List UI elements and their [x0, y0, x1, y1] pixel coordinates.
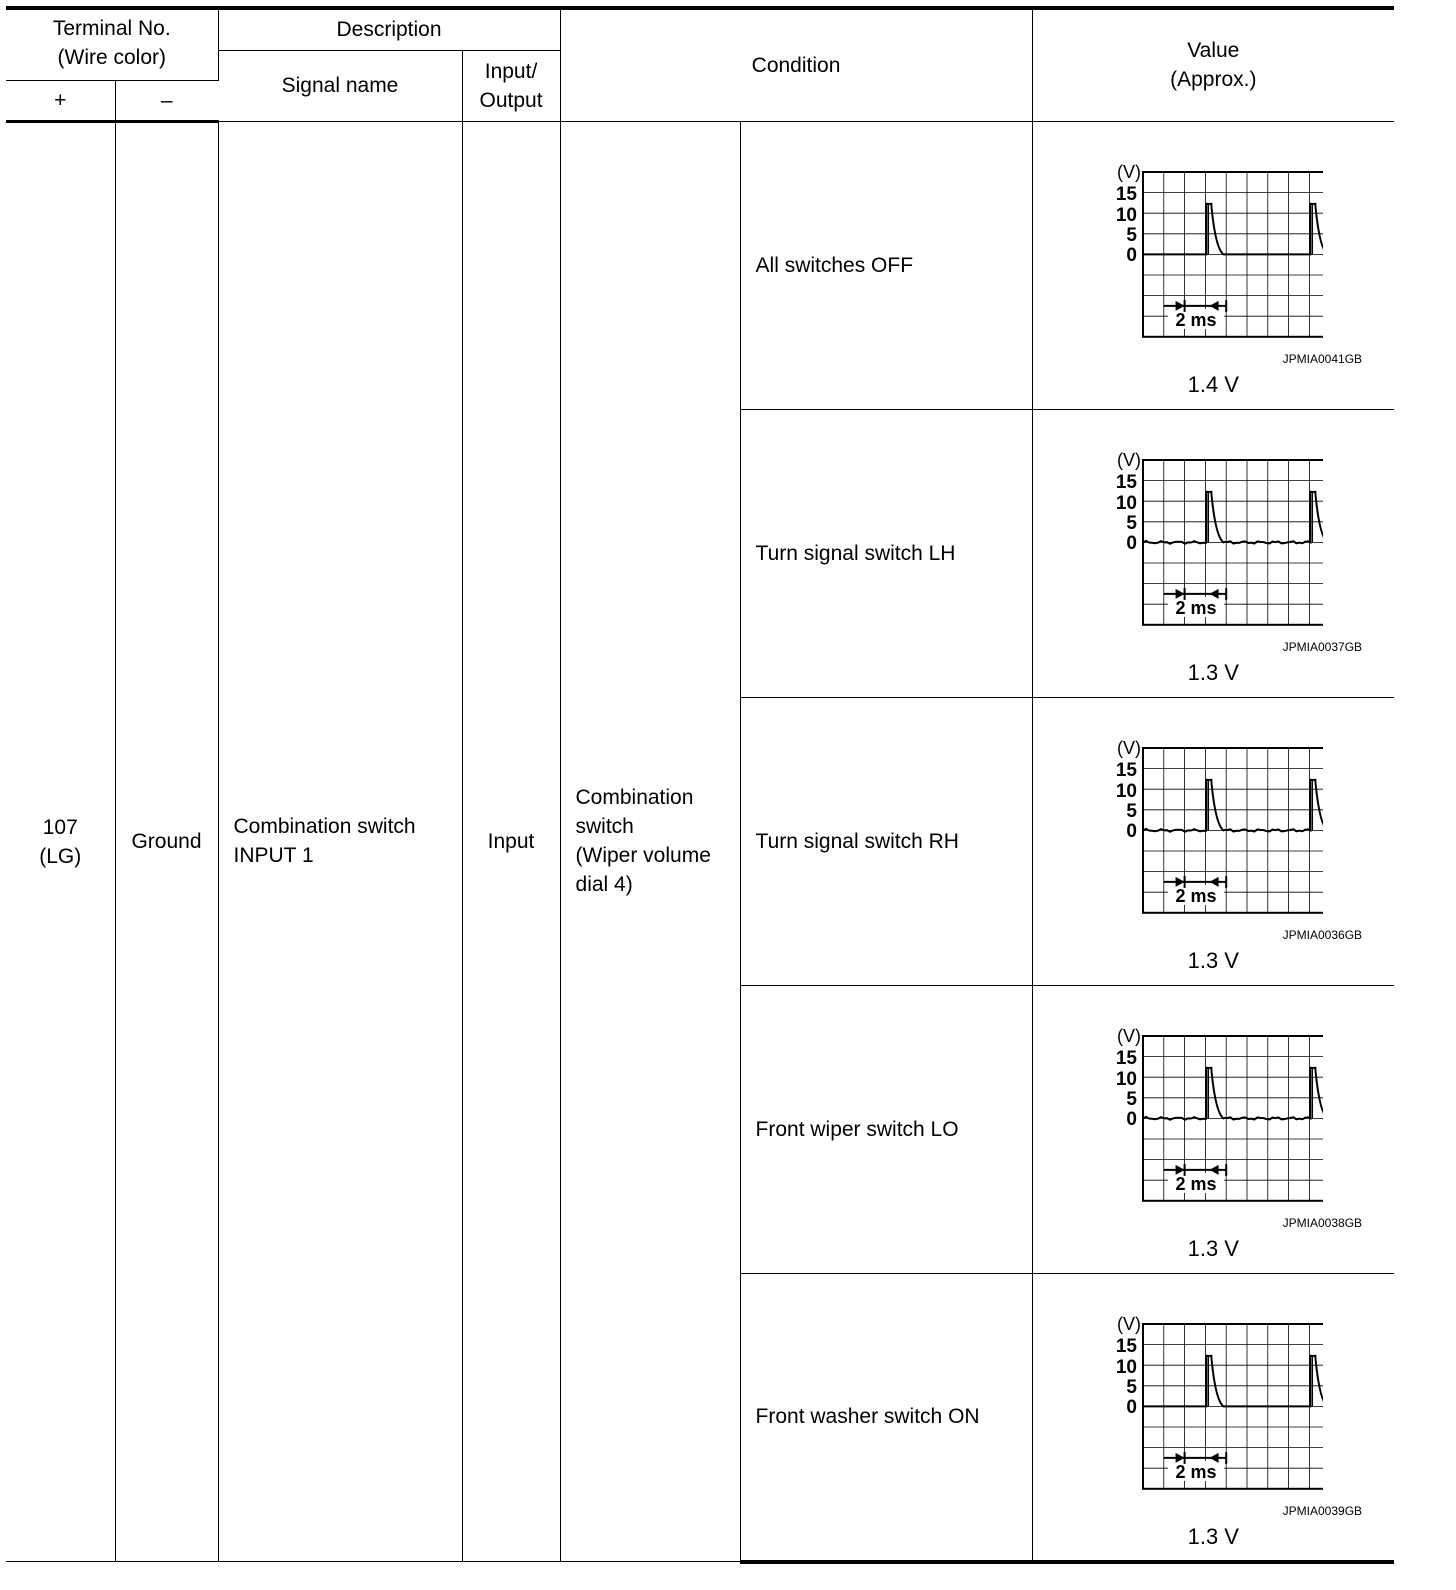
- value-cell: [1032, 121, 1394, 409]
- y-tick-label: 5: [1125, 1088, 1137, 1110]
- waveform-figure: [1033, 698, 1395, 984]
- approx-value: 1.3 V: [1187, 1523, 1239, 1549]
- unit-label: (V): [1116, 161, 1141, 182]
- value-cell: [1032, 1273, 1394, 1562]
- time-scale-label: 2 ms: [1175, 597, 1217, 618]
- y-tick-label: 0: [1125, 244, 1137, 266]
- waveform-graph: [1073, 1024, 1323, 1224]
- figure-code: JPMIA0038GB: [1282, 1215, 1363, 1230]
- approx-value: 1.3 V: [1187, 659, 1239, 685]
- value-cell: [1032, 409, 1394, 697]
- y-tick-label: 0: [1125, 1396, 1137, 1418]
- waveform-graph: [1073, 1312, 1323, 1512]
- y-tick-label: 15: [1115, 183, 1137, 205]
- header-plus: +: [6, 80, 115, 121]
- condition-cell: Turn signal switch RH: [740, 697, 1032, 985]
- unit-label: (V): [1116, 737, 1141, 758]
- y-tick-label: 10: [1115, 1068, 1137, 1090]
- header-signal-name: Signal name: [218, 50, 462, 121]
- waveform-graph: [1073, 736, 1323, 936]
- header-terminal-no-label: Terminal No. (Wire color): [52, 17, 171, 69]
- waveform-graph: [1073, 448, 1323, 648]
- signal-trace: [1143, 491, 1323, 543]
- terminal-minus-cell: Ground: [115, 121, 218, 1562]
- time-scale-label: 2 ms: [1175, 309, 1217, 330]
- signal-trace: [1143, 779, 1323, 831]
- approx-value: 1.3 V: [1187, 1235, 1239, 1261]
- y-tick-label: 10: [1115, 1356, 1137, 1378]
- condition-main-cell: Combination switch (Wiper volume dial 4): [560, 121, 740, 1562]
- value-cell: [1032, 697, 1394, 985]
- time-scale-label: 2 ms: [1175, 885, 1217, 906]
- time-scale-label: 2 ms: [1175, 1173, 1217, 1194]
- header-description: Description: [218, 8, 560, 50]
- y-tick-label: 15: [1115, 1335, 1137, 1357]
- condition-cell: Front wiper switch LO: [740, 985, 1032, 1273]
- signal-name-cell: Combination switch INPUT 1: [218, 121, 462, 1562]
- y-tick-label: 10: [1115, 780, 1137, 802]
- waveform-figure: [1033, 410, 1395, 696]
- header-condition: Condition: [560, 8, 1032, 121]
- terminal-spec-table: [6, 6, 1394, 1564]
- figure-code: JPMIA0039GB: [1282, 1503, 1363, 1518]
- signal-trace: [1143, 203, 1323, 253]
- condition-cell: Turn signal switch LH: [740, 409, 1032, 697]
- header-value: Value (Approx.): [1032, 8, 1394, 121]
- value-cell: [1032, 985, 1394, 1273]
- signal-trace: [1143, 1355, 1323, 1405]
- waveform-figure: [1033, 986, 1395, 1272]
- terminal-plus-cell: 107 (LG): [6, 121, 115, 1562]
- y-tick-label: 0: [1125, 1108, 1137, 1130]
- condition-cell: Front washer switch ON: [740, 1273, 1032, 1562]
- unit-label: (V): [1116, 1313, 1141, 1334]
- y-tick-label: 0: [1125, 820, 1137, 842]
- y-tick-label: 5: [1125, 224, 1137, 246]
- figure-code: JPMIA0041GB: [1282, 351, 1363, 366]
- y-tick-label: 0: [1125, 532, 1137, 554]
- y-tick-label: 5: [1125, 1376, 1137, 1398]
- unit-label: (V): [1116, 449, 1141, 470]
- y-tick-label: 15: [1115, 1047, 1137, 1069]
- y-tick-label: 15: [1115, 759, 1137, 781]
- time-scale-label: 2 ms: [1175, 1461, 1217, 1482]
- y-tick-label: 10: [1115, 204, 1137, 226]
- approx-value: 1.3 V: [1187, 947, 1239, 973]
- y-tick-label: 5: [1125, 512, 1137, 534]
- waveform-figure: [1033, 122, 1395, 408]
- input-output-cell: Input: [462, 121, 560, 1562]
- waveform-graph: [1073, 160, 1323, 360]
- header-input-output: Input/ Output: [462, 50, 560, 121]
- y-tick-label: 15: [1115, 471, 1137, 493]
- waveform-figure: [1033, 1274, 1395, 1560]
- y-tick-label: 5: [1125, 800, 1137, 822]
- approx-value: 1.4 V: [1187, 371, 1239, 397]
- signal-trace: [1143, 1067, 1323, 1119]
- y-tick-label: 10: [1115, 492, 1137, 514]
- header-terminal-no: [6, 8, 218, 80]
- figure-code: JPMIA0036GB: [1282, 927, 1363, 942]
- figure-code: JPMIA0037GB: [1282, 639, 1363, 654]
- unit-label: (V): [1116, 1025, 1141, 1046]
- header-minus: –: [115, 80, 218, 121]
- condition-cell: All switches OFF: [740, 121, 1032, 409]
- table-row: [6, 121, 1394, 409]
